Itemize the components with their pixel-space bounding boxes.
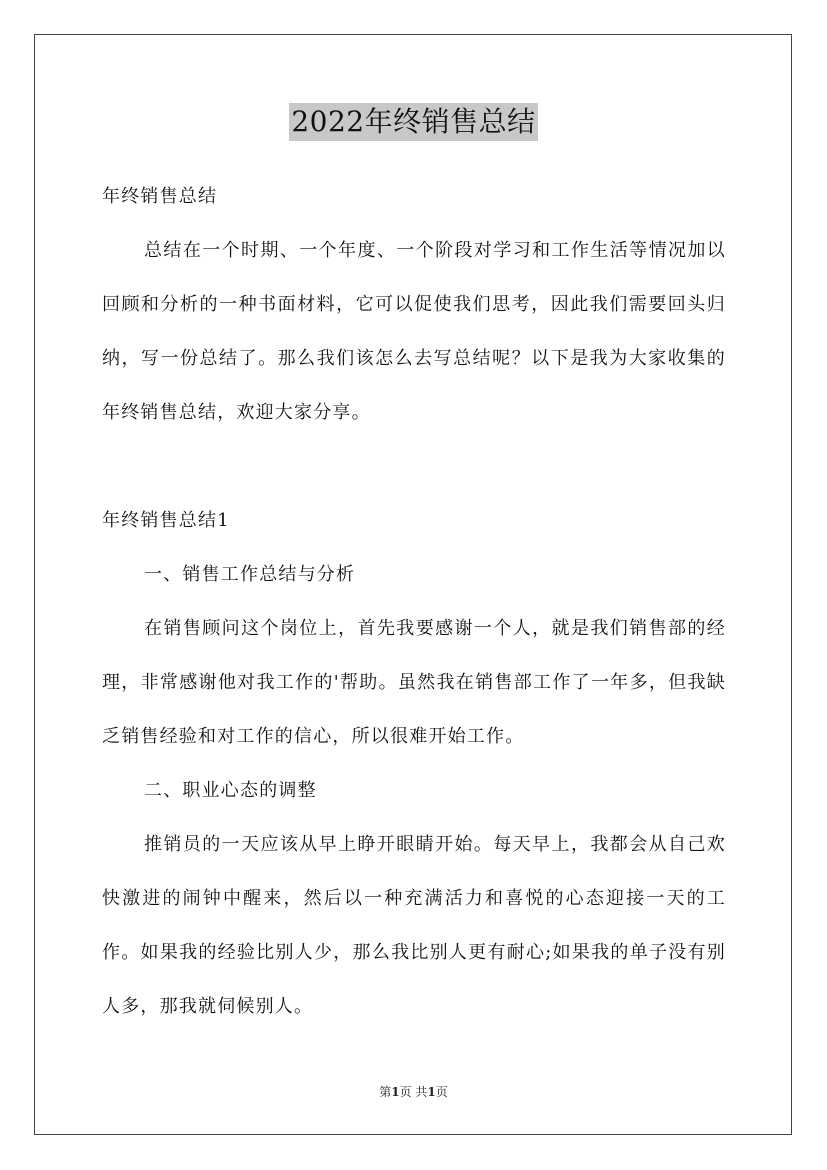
footer-page-mid: 页 共 xyxy=(399,1085,428,1099)
page-footer xyxy=(0,1084,827,1100)
document-subtitle: 年终销售总结 xyxy=(102,186,218,207)
footer-page-prefix: 第 xyxy=(379,1085,392,1099)
document-body xyxy=(102,170,726,1034)
title-container xyxy=(0,103,827,141)
body-paragraph-2: 推销员的一天应该从早上睁开眼睛开始。每天早上，我都会从自己欢快激进的闹钟中醒来，然后以一种充满活力和喜悦的心态迎接一天的工作。如果我的经验比别人少，那么我比别人更有耐心;如果我的单子没有别人多，那我就伺候别人。 xyxy=(102,834,726,1017)
section-title: 年终销售总结1 xyxy=(102,510,230,531)
body-paragraph-1: 在销售顾问这个岗位上，首先我要感谢一个人，就是我们销售部的经理，非常感谢他对我工作的'帮助。虽然我在销售部工作了一年多，但我缺乏销售经验和对工作的信心，所以很难开始工作。 xyxy=(102,618,726,747)
document-title: 2022年终销售总结 xyxy=(289,103,537,141)
intro-paragraph: 总结在一个时期、一个年度、一个阶段对学习和工作生活等情况加以回顾和分析的一种书面材料，它可以促使我们思考，因此我们需要回头归纳，写一份总结了。那么我们该怎么去写总结呢？以下是我为大家收集的年终销售总结，欢迎大家分享。 xyxy=(102,240,726,423)
footer-page-total: 1 xyxy=(427,1085,436,1099)
section-heading-2: 二、职业心态的调整 xyxy=(144,780,317,801)
section-heading-1: 一、销售工作总结与分析 xyxy=(144,564,356,585)
blank-line xyxy=(102,440,726,494)
footer-page-number: 1 xyxy=(391,1085,400,1099)
footer-page-suffix: 页 xyxy=(435,1085,448,1099)
